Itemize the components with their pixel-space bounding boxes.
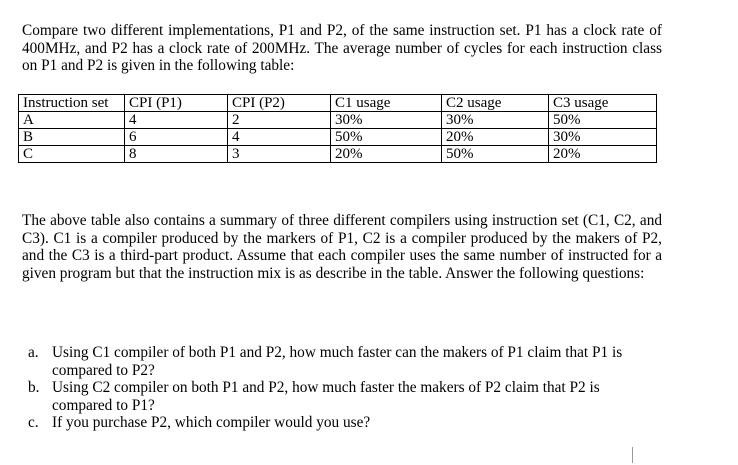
question-text: Using C2 compiler on both P1 and P2, how much faster the makers of P2 claim that P2 is compared to P1? xyxy=(52,379,600,414)
header-c2-usage: C2 usage xyxy=(442,95,549,112)
table-cell: 4 xyxy=(125,112,228,129)
table-header-row xyxy=(19,95,657,112)
question-item-b xyxy=(28,379,638,414)
table-cell: 4 xyxy=(228,129,331,146)
table-cell: 20% xyxy=(442,129,549,146)
table-cell: C xyxy=(19,146,125,163)
table-cell: 6 xyxy=(125,129,228,146)
table-row xyxy=(19,129,657,146)
question-text: If you purchase P2, which compiler would you use? xyxy=(52,414,371,431)
table-cell: 30% xyxy=(549,129,657,146)
table-row xyxy=(19,112,657,129)
table-cell: 20% xyxy=(549,146,657,163)
text-cursor xyxy=(632,447,633,463)
question-item-c xyxy=(28,414,638,432)
table-cell: 20% xyxy=(331,146,442,163)
header-cpi-p2: CPI (P2) xyxy=(228,95,331,112)
header-c1-usage: C1 usage xyxy=(331,95,442,112)
header-instruction-set: Instruction set xyxy=(19,95,125,112)
table-cell: 3 xyxy=(228,146,331,163)
summary-paragraph: The above table also contains a summary of three different compilers using instruction set (C1, C2, and C3). C1 is a compiler produced by the markers of P1, C2 is a compiler produced by the makers of P2, and the C3 is a third-part product. Assume that each compiler uses the same number of instructed for a given program but that the instruction mix is as describe in the table. Answer the following questions: xyxy=(22,212,662,282)
question-item-a xyxy=(28,344,638,379)
table-row xyxy=(19,146,657,163)
question-marker: c. xyxy=(28,414,39,431)
question-text: Using C1 compiler of both P1 and P2, how much faster can the makers of P1 claim that P1 is compared to P2? xyxy=(52,344,623,379)
table-cell: B xyxy=(19,129,125,146)
question-marker: a. xyxy=(28,344,39,361)
table-cell: 8 xyxy=(125,146,228,163)
table-cell: A xyxy=(19,112,125,129)
table-cell: 30% xyxy=(442,112,549,129)
intro-paragraph: Compare two different implementations, P1 and P2, of the same instruction set. P1 has a clock rate of 400MHz, and P2 has a clock rate of 200MHz. The average number of cycles for each instruction class on P1 and P2 is given in the following table: xyxy=(22,22,662,74)
table-cell: 2 xyxy=(228,112,331,129)
header-c3-usage: C3 usage xyxy=(549,95,657,112)
table-cell: 30% xyxy=(331,112,442,129)
table-cell: 50% xyxy=(331,129,442,146)
table-cell: 50% xyxy=(549,112,657,129)
table-cell: 50% xyxy=(442,146,549,163)
question-list xyxy=(28,344,638,432)
cpi-usage-table xyxy=(18,94,657,163)
header-cpi-p1: CPI (P1) xyxy=(125,95,228,112)
question-marker: b. xyxy=(28,379,40,396)
